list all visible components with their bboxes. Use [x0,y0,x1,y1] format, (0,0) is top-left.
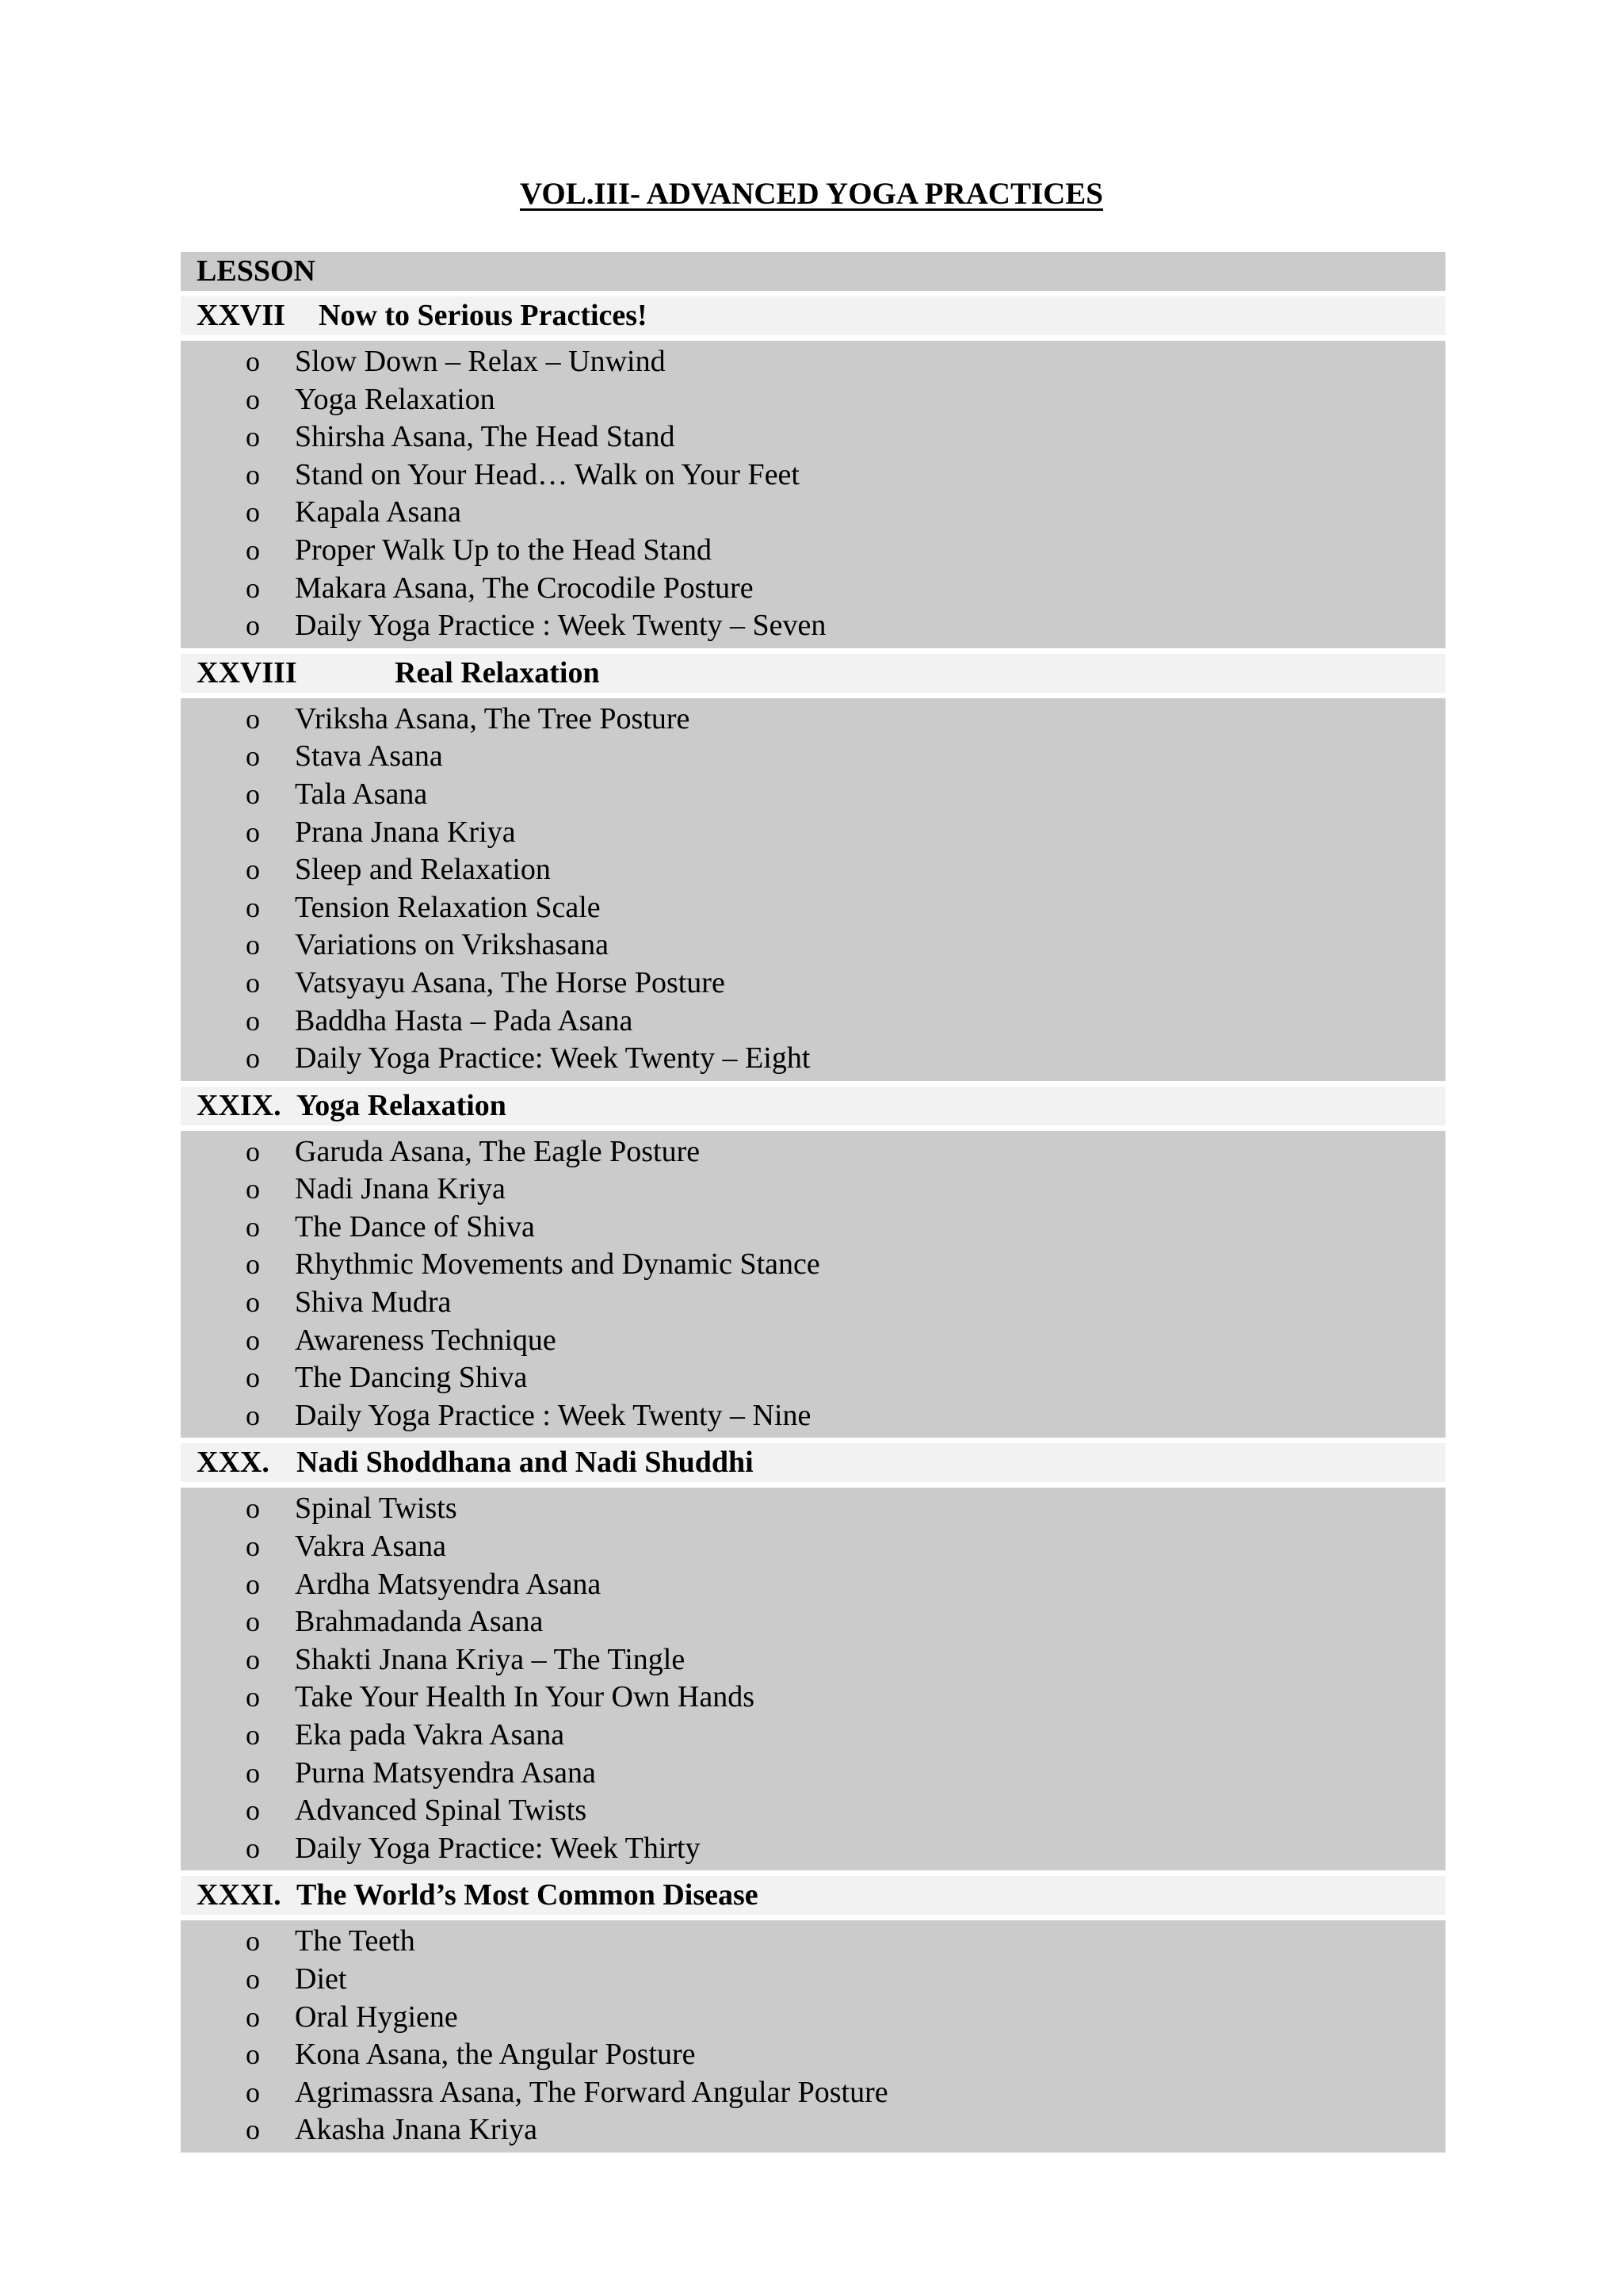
lesson-title: The World’s Most Common Disease [296,1878,758,1912]
bullet-marker: o [246,1042,260,1075]
bullet-marker: o [246,702,260,735]
bullet-marker: o [246,1530,260,1563]
list-item [181,1133,1445,1171]
list-item-text: Proper Walk Up to the Head Stand [295,533,712,567]
list-item-text: Vriksha Asana, The Tree Posture [295,701,690,735]
list-item [181,1490,1445,1528]
bullet-marker: o [246,1681,260,1713]
lesson-header [181,654,1445,693]
list-item [181,701,1445,739]
list-item [181,814,1445,852]
bullet-marker: o [246,929,260,961]
bullet-marker: o [246,1248,260,1281]
bullet-marker: o [246,609,260,642]
list-item-text: The Dancing Shiva [295,1361,528,1395]
list-item [181,1717,1445,1755]
list-item [181,2036,1445,2074]
list-item [181,1566,1445,1604]
lesson-title: Yoga Relaxation [296,1088,506,1122]
bullet-marker: o [246,1173,260,1205]
list-item [181,2111,1445,2149]
bullet-marker: o [246,1135,260,1167]
list-item [181,1999,1445,2037]
list-item [181,776,1445,814]
list-item [181,1003,1445,1041]
bullet-marker: o [246,1324,260,1356]
list-item-text: Agrimassra Asana, The Forward Angular Posture [295,2075,888,2109]
list-item [181,926,1445,965]
bullet-marker: o [246,1362,260,1394]
list-item-text: Daily Yoga Practice : Week Twenty – Seven [295,609,827,643]
lesson-header [181,1087,1445,1125]
list-item-text: Advanced Spinal Twists [295,1794,587,1828]
list-item-text: Yoga Relaxation [295,382,495,416]
list-item [181,1755,1445,1793]
list-item [181,1603,1445,1641]
bullet-marker: o [246,1719,260,1751]
lesson-items [181,1488,1445,1870]
list-item [181,532,1445,570]
list-item [181,889,1445,927]
list-item [181,494,1445,532]
bullet-marker: o [246,740,260,773]
table-header: LESSON [181,252,1445,291]
list-item [181,343,1445,381]
lesson-items [181,1131,1445,1438]
bullet-marker: o [246,2038,260,2071]
list-item-text: Garuda Asana, The Eagle Posture [295,1134,701,1168]
bullet-marker: o [246,458,260,491]
bullet-marker: o [246,1962,260,1995]
list-item [181,607,1445,645]
list-item-text: Daily Yoga Practice : Week Twenty – Nine [295,1398,812,1432]
bullet-marker: o [246,2000,260,2033]
list-item [181,1641,1445,1679]
list-item [181,1923,1445,1961]
list-item [181,381,1445,419]
list-item-text: The Teeth [295,1924,415,1958]
bullet-marker: o [246,421,260,453]
list-item [181,1359,1445,1397]
list-item-text: Nadi Jnana Kriya [295,1172,506,1206]
bullet-marker: o [246,1606,260,1638]
list-item-text: Ardha Matsyendra Asana [295,1567,601,1601]
list-item [181,1209,1445,1247]
list-item [181,1792,1445,1830]
list-item-text: Tala Asana [295,777,428,811]
document-title: VOL.III- ADVANCED YOGA PRACTICES [519,177,1103,211]
lesson-numeral: XXVII [197,299,285,332]
list-item-text: The Dance of Shiva [295,1209,535,1244]
list-item-text: Sleep and Relaxation [295,853,551,887]
lesson-numeral: XXIX. [197,1088,281,1122]
list-item [181,457,1445,495]
list-item-text: Purna Matsyendra Asana [295,1755,596,1790]
list-item [181,1830,1445,1868]
bullet-marker: o [246,1286,260,1319]
list-item-text: Prana Jnana Kriya [295,815,516,849]
lesson-header [181,296,1445,335]
bullet-marker: o [246,571,260,604]
list-item [181,1679,1445,1717]
bullet-marker: o [246,1568,260,1600]
bullet-marker: o [246,383,260,415]
lesson-numeral: XXVIII [197,655,297,690]
bullet-marker: o [246,1004,260,1037]
list-item [181,1528,1445,1566]
contents-table [181,252,1445,2158]
list-item [181,1284,1445,1322]
bullet-marker: o [246,346,260,377]
list-item-text: Kapala Asana [295,495,461,529]
lesson-items [181,1920,1445,2153]
list-item-text: Rhythmic Movements and Dynamic Stance [295,1247,820,1282]
list-item-text: Shirsha Asana, The Head Stand [295,420,675,454]
list-item-text: Shakti Jnana Kriya – The Tingle [295,1642,685,1676]
list-item [181,418,1445,457]
list-item-text: Slow Down – Relax – Unwind [295,345,666,378]
bullet-marker: o [246,2076,260,2108]
lesson-numeral: XXXI. [197,1878,281,1912]
lessons-list [181,296,1445,2153]
list-item-text: Oral Hygiene [295,2000,458,2034]
bullet-marker: o [246,816,260,848]
list-item-text: Eka pada Vakra Asana [295,1718,565,1752]
bullet-marker: o [246,496,260,529]
list-item [181,2074,1445,2112]
bullet-marker: o [246,1399,260,1431]
lesson-title: Real Relaxation [395,655,600,690]
list-item [181,1171,1445,1209]
list-item [181,965,1445,1003]
lesson-numeral: XXX. [197,1446,269,1480]
list-item [181,851,1445,889]
list-item [181,738,1445,776]
bullet-marker: o [246,1794,260,1827]
lesson-header [181,1876,1445,1915]
list-item-text: Kona Asana, the Angular Posture [295,2038,696,2072]
list-item-text: Variations on Vrikshasana [295,928,609,962]
lesson-header [181,1443,1445,1482]
list-item-text: Spinal Twists [295,1492,457,1526]
list-item-text: Akasha Jnana Kriya [295,2113,538,2147]
bullet-marker: o [246,533,260,566]
list-item-text: Diet [295,1962,347,1996]
lesson-items [181,341,1445,648]
list-item-text: Awareness Technique [295,1323,556,1357]
bullet-marker: o [246,891,260,923]
bullet-marker: o [246,1492,260,1525]
bullet-marker: o [246,2114,260,2146]
list-item-text: Brahmadanda Asana [295,1605,544,1639]
list-item [181,1246,1445,1284]
bullet-marker: o [246,777,260,810]
list-item-text: Tension Relaxation Scale [295,890,601,924]
list-item-text: Baddha Hasta – Pada Asana [295,1003,633,1037]
bullet-marker: o [246,1756,260,1789]
bullet-marker: o [246,1925,260,1958]
list-item-text: Daily Yoga Practice: Week Twenty – Eight [295,1041,811,1075]
list-item-text: Stava Asana [295,739,443,774]
list-item-text: Vakra Asana [295,1530,446,1564]
bullet-marker: o [246,1210,260,1243]
list-item-text: Take Your Health In Your Own Hands [295,1680,754,1714]
lesson-title: Nadi Shoddhana and Nadi Shuddhi [296,1446,754,1480]
bullet-marker: o [246,1832,260,1864]
lesson-items [181,698,1445,1081]
bullet-marker: o [246,1643,260,1675]
list-item-text: Shiva Mudra [295,1286,452,1320]
bullet-marker: o [246,854,260,886]
list-item [181,1040,1445,1078]
bullet-marker: o [246,966,260,999]
list-item [181,570,1445,608]
list-item-text: Stand on Your Head… Walk on Your Feet [295,457,800,491]
list-item [181,1322,1445,1360]
list-item-text: Vatsyayu Asana, The Horse Posture [295,965,725,999]
list-item [181,1961,1445,1999]
lesson-title: Now to Serious Practices! [319,299,647,332]
list-item-text: Daily Yoga Practice: Week Thirty [295,1831,701,1865]
list-item-text: Makara Asana, The Crocodile Posture [295,571,754,605]
list-item [181,1397,1445,1435]
